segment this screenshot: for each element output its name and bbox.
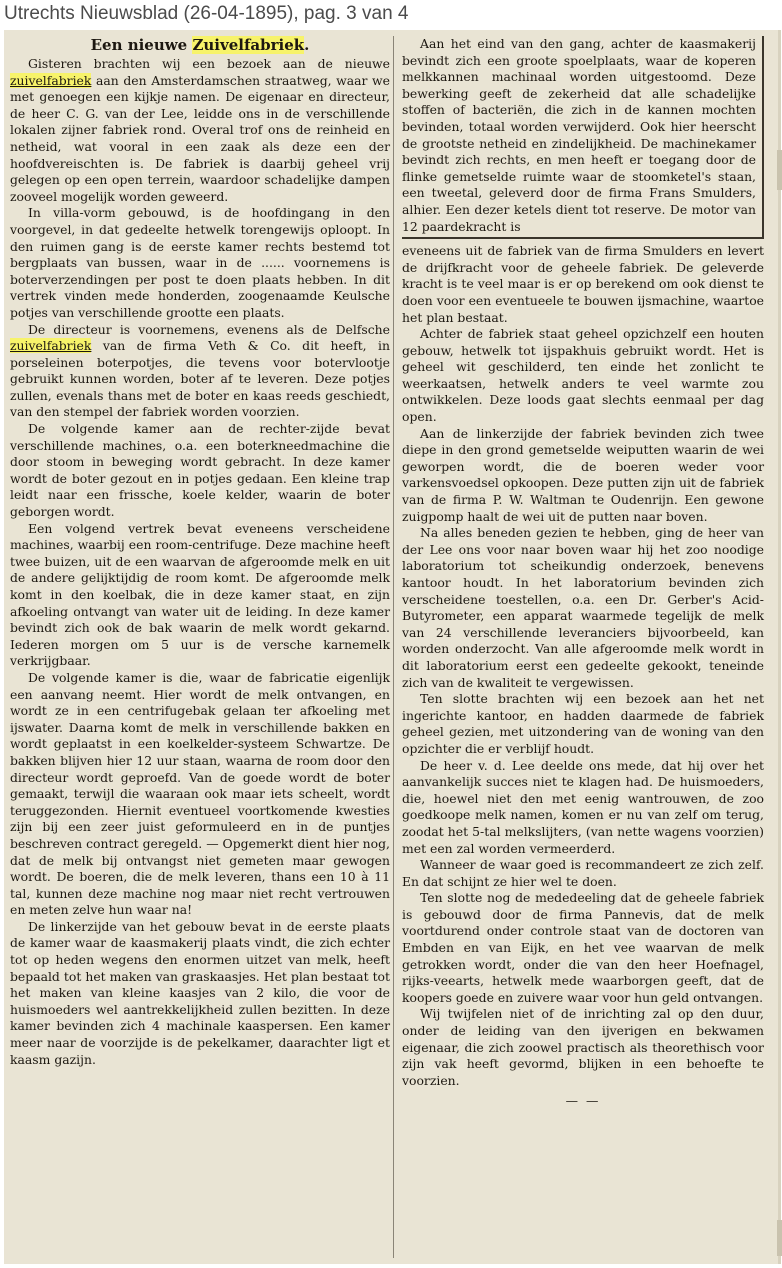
- article-title: [10, 36, 390, 54]
- paragraph-text: Achter de fabriek staat geheel opzichzelf een houten gebouw, hetwelk tot ijspakhuis gebruikt wordt. Het is geheel wit geschilderd, ten einde het zonlicht te weerkaatsen, hetwelk anders te veel warmte zou ontwikkelen. Deze loods gaat slechts eenmaal per dag open.: [402, 326, 764, 425]
- newspaper-clipping: [4, 30, 781, 1264]
- highlighted-term: zuivelfabriek: [10, 338, 92, 354]
- article-paragraph: [10, 521, 390, 670]
- article-paragraph: [402, 36, 756, 235]
- paragraph-text: De heer v. d. Lee deelde ons mede, dat hij over het aanvankelijk succes niet te klagen had. De huismoeders, die, hoewel niet den met eenig wantrouwen, de zoo goedkoope melk namen, komen er nu van zelf om terug, zoodat het 5-tal melkslijters, (van nette wagens voorzien) met een zal worden vermeerderd.: [402, 757, 764, 856]
- article-paragraph: [10, 919, 390, 1068]
- article-paragraph: [402, 1006, 764, 1089]
- article-paragraph: [10, 56, 390, 205]
- scan-margin-mark: [777, 150, 782, 190]
- paragraph-text: Wij twijfelen niet of de inrichting zal op den duur, onder de leiding van den ijverigen en bekwamen eigenaar, die zich zoowel practisch als theorethisch voor zijn vak heeft gevormd, blijken in een behoefte te voorzien.: [402, 1006, 764, 1088]
- paragraph-text: De volgende kamer is die, waar de fabricatie eigenlijk een aanvang neemt. Hier wordt de melk ontvangen, en wordt ze in een centrifugebak gelaan ter afkoeling met ijswater. Daarna komt de melk in verschillende bakken en wordt geplaatst in een koelkelder-systeem Schwartze. De bakken blijven hier 12 uur staan, waarna de room door den directeur wordt geproefd. Van de goede wordt de boter gemaakt, terwijl die waaraan ook maar iets scheelt, wordt teruggezonden. Hiernit eventueel voortkomende kwesties zijn bij een zeer juist geformuleerd en in de puntjes beschreven contract geregeld. — Opgemerkt dient hier nog, dat de melk bij ontvangst niet gemeten maar gewogen wordt. De boeren, die de melk leveren, thans een 10 à 11 tal, kunnen deze machine nog maar niet recht vertrouwen en meten zelve hun waar na!: [10, 669, 390, 918]
- document-title: Utrechts Nieuwsblad (26-04-1895), pag. 3 van 4: [4, 3, 409, 24]
- paragraph-text: Aan het eind van den gang, achter de kaasmakerij bevindt zich een groote spoelplaats, waar de koperen melkkannen machinaal worden uitgestoomd. Deze bewerking geeft de zekerheid dat alle schadelijke stoffen of bacteriën, die zich in de kannen mochten bevinden, totaal worden verwijderd. Ook hier heerscht de grootste netheid en zindelijkheid. De machinekamer bevindt zich rechts, en men heeft er toegang door de flinke gemetselde ruimte waar de stoomketel's staan, een tweetal, geleverd door de firma Frans Smulders, alhier. Een dezer ketels dient tot reserve. De motor van 12 paardekracht is: [402, 36, 756, 234]
- title-prefix: Een nieuwe: [90, 36, 193, 54]
- article-paragraph: [402, 426, 764, 526]
- paragraph-text: De linkerzijde van het gebouw bevat in de eerste plaats de kamer waar de kaasmakerij plaats vindt, die zich echter tot op heden wegens den enormen uitzet van melk, heeft bepaald tot het maken van graskaasjes. Het plan bestaat tot het maken van kleine kaasjes van 2 kilo, die voor de huismoeders wel aantrekkelijkheid zullen bezitten. In deze kamer bevinden zich 4 machinale kaaspersen. Een kamer meer naar de voorzijde is de pekelkamer, daarachter ligt et kaasm gazijn.: [10, 918, 390, 1067]
- article-paragraph: [10, 322, 390, 422]
- scan-margin-mark: [777, 1220, 782, 1256]
- paragraph-text: In villa-vorm gebouwd, is de hoofdingang in den voorgevel, in dat gedeelte hetwelk torengewijs oploopt. In den ruimen gang is de eerste kamer rechts bestemd tot bergplaats van bussen, waar in de ...... voornemens is boterverzendingen per post te doen plaats hebben. In dit vertrek vinden mede honderden, zoogenaamde Keulsche potjes van verschillende grootte een plaats.: [10, 205, 390, 320]
- article-paragraph: [402, 758, 764, 858]
- article-paragraph: [402, 691, 764, 757]
- continuation-box: [402, 36, 764, 239]
- page-header: [0, 0, 782, 30]
- paragraph-text: aan den Amsterdamschen straatweg, waar we met genoegen een kijkje namen. De eigenaar en directeur, de heer C. G. van der Lee, leidde ons in de verschillende lokalen zijner fabriek rond. Overal trof ons de reinheid en netheid, wat vooral in een zaak als deze een der hoofdvereischten is. De fabriek is daarbij geheel vrij gelegen op een open terrein, waardoor schadelijke dampen zooveel mogelijk worden geweerd.: [10, 72, 390, 204]
- paragraph-text: Aan de linkerzijde der fabriek bevinden zich twee diepe in den grond gemetselde weiputten waarin de wei geworpen wordt, die de boeren weder voor varkensvoedsel opkoopen. Deze putten zijn uit de fabriek van de firma P. W. Waltman te Oudenrijn. Een gewone zuigpomp haalt de wei uit de putten naar boven.: [402, 425, 764, 524]
- paragraph-text: van de firma Veth & Co. dit heeft, in porseleinen boterpotjes, die tevens voor botervlootje gebruikt kunnen worden, boter af te leveren. Deze potjes zullen, evenals thans met de boter en kaas reeds geschiedt, van den stempel der fabriek worden voorzien.: [10, 338, 390, 420]
- highlighted-term: zuivelfabriek: [10, 72, 92, 88]
- paragraph-text: Gisteren brachten wij een bezoek aan de nieuwe: [28, 56, 390, 71]
- paragraph-text: Ten slotte brachten wij een bezoek aan het net ingerichte kantoor, en hadden daarmede de fabriek geheel gezien, met uitzondering van de woning van den opzichter die er verblijf houdt.: [402, 691, 764, 756]
- column-divider: [393, 36, 394, 1258]
- article-paragraph: [10, 421, 390, 521]
- title-highlight: Zuivelfabriek: [192, 36, 305, 54]
- paragraph-text: Na alles beneden gezien te hebben, ging de heer van der Lee ons voor naar boven waar hij het zoo noodige laboratorium tot scheikundig onderzoek, benevens kantoor houdt. In het laboratorium bevinden zich verscheidene toestellen, o.a. een Dr. Gerber's Acid-Butyrometer, een apparat waarmede tegelijk de melk van 24 verschillende leveranciers bijvoorbeeld, kan worden onderzocht. Van alle afgeroomde melk wordt in dit laboratorium eerst een gedeelte gekookt, teneinde zich van de kwaliteit te vergewissen.: [402, 525, 764, 690]
- paragraph-text: De directeur is voornemens, evenens als de Delfsche: [28, 321, 390, 337]
- article-end-mark: — —: [565, 1093, 601, 1109]
- article-column-right: [402, 36, 764, 1110]
- paragraph-text: eveneens uit de fabriek van de firma Smulders en levert de drijfkracht voor de geheele fabriek. De geleverde kracht is te veel maar is er op berekend om ook dienst te doen voor een eventueele te bouwen ijsmachine, waartoe het plan bestaat.: [402, 243, 764, 325]
- article-paragraph: [402, 890, 764, 1006]
- article-paragraph: [10, 670, 390, 919]
- article-paragraph: [402, 326, 764, 426]
- paragraph-text: Ten slotte nog de mededeeling dat de geheele fabriek is gebouwd door de firma Pannevis, dat de melk voortdurend onder controle staat van de doctoren van Embden en van Eijk, en het vee waarvan de melk getrokken wordt, onder die van den heer Hoefnagel, rijks-veearts, hetwelk mede waarborgen geeft, dat de koopers goede en zuivere waar voor hun geld ontvangen.: [402, 890, 764, 1005]
- article-paragraph: [402, 243, 764, 326]
- article-column-left: [10, 36, 390, 1068]
- article-paragraph: [10, 205, 390, 321]
- paragraph-text: Een volgend vertrek bevat eveneens verscheidene machines, waarbij een room-centrifuge. Deze machine heeft twee buizen, uit de een waarvan de afgeroomde melk en uit de andere gelijktijdig de room komt. De afgeroomde melk komt in den koelbak, die in deze kamer staat, en zijn afkoeling ontvangt van water uit de leiding. In deze kamer bevindt zich ook de bak waarin de melk wordt gekarnd. Iederen morgen om 5 uur is de versche karnemelk verkrijgbaar.: [10, 520, 390, 669]
- article-paragraph: [402, 857, 764, 890]
- paragraph-text: Wanneer de waar goed is recommandeert ze zich zelf. En dat schijnt ze hier wel te doen.: [402, 857, 764, 889]
- article-paragraph: [402, 525, 764, 691]
- paragraph-text: De volgende kamer aan de rechter-zijde bevat verschillende machines, o.a. een boterkneedmachine die door stoom in beweging wordt gebracht. In deze kamer wordt de boter gezout en in potjes gedaan. Een kleine trap leidt naar een frissche, koele kelder, waarin de boter geborgen wordt.: [10, 421, 390, 520]
- title-suffix: .: [304, 36, 310, 54]
